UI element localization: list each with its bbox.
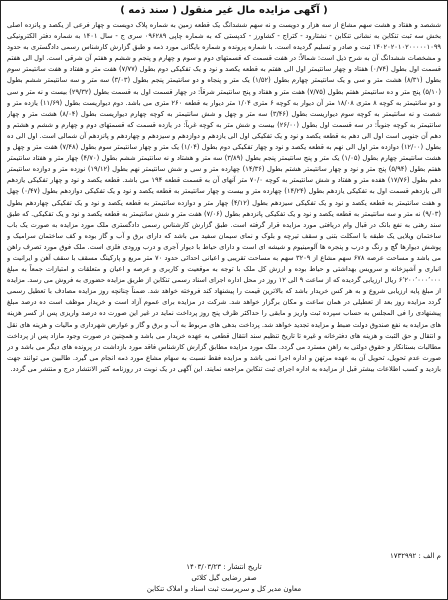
signer-title: معاون مدیر کل و سرپرست ثبت اسناد و املاک تنکابن	[146, 585, 302, 593]
reference-number: م الف : ۱۷۳۲۹۹۲	[389, 552, 441, 560]
publish-date: تاریخ انتشار : ۱۴۰۳/۰۳/۲۳	[186, 563, 262, 571]
notice-footer	[7, 551, 441, 595]
signer-name: صفر رضایی گیل کلائی	[191, 574, 257, 582]
notice-body: ششصد و هفتاد و هشت سهم مشاع از سه هزار و دویست و نه سهم ششدانگ یک قطعه زمین به شماره پلاک دویست و چهار فرعی از یکصد و پانزده اصلی بخش سه ثبت تنکابن به نشانی تنکابن - نشتارود - کتراج - کشاورز - کدپستی که به شماره چاپی ۰۹۶۲۸۹ سری ج - سال ۱۴۰۱ به شماره دفتر الکترونیکی ۱۴۰۲۰۲۰۱۰۲۰۰۰۰۰۱۰۹۹ ثبت و صادر و تسلیم گردیده است. با شماره پرونده و شماره بایگانی مورد ذمه و طبق گزارش کارشناس رسمی دادگستری به حدود و مشخصات ششدانگ آن به شرح ذیل است: شمالاً: در هفت قسمت که قسمتهای دوم و سوم و چهارم و پنجم و ششم و هفتم آن شرقی است. اول الی هفتم قسمت اول بطول (۰/۷۴) هفتاد و چهار سانتیمتر اول الی هفتم به قطعه یکصد و نود و یک تفکیکی دوم بطول (۷/۷۷) هفت متر و هفتاد و هفت سانتیمتر سوم بطول (۸/۳۱) هشت متر و سی و یک سانتیمتر چهارم بطول (۱/۵۲) یک متر و پنجاه و دو سانتیمتر پنجم بطول (۳/۰۳) سه متر و سه سانتیمتر ششم بطول (۵/۱۰) پنج متر و ده سانتیمتر هفتم بطول (۷/۷۵) هفت متر و هفتاد و پنج سانتیمتر شرقاً: در چهار قسمت اول به قسمت بطول (۲۹/۳۲) بیست و نه متر و سی و دو سانتیمتر به کوچه ۸ متری ۱۸/۰۸ متر آن دیوار به کوچه ۶ متری ۱/۰۴ متر دیوار به قطعه ۲۶۰ متری می باشد. دوم دیواریست بطول (۱۱/۶۹) یازده متر و شصت و نه سانتیمتر به کوچه سوم دیواریست بطول (۳/۴۶) سه متر و چهل و شش سانتیمتر به کوچه چهارم دیواریست بطول (۸/۰۴) هشت متر و چهار سانتیمتر به کوچه جنوباً: در سه قسمت اول بطول (۲۶/۰۰) بیست و شش متر به کوچه غرباً: در یازده قسمت که قسمتهای دوم و چهارم و ششم و هشتم و دهم آن جنوبی است اول الی دهم به قطعه یکصد و نود و یک تفکیکی اول الی یازدهم و دوازدهم و سیزدهم و چهاردهم و پانزدهم آن شمالی است. اول الی ده بطول (۱۲/۰۰) دوازده متر اول الی نهم به قطعه یکصد و نود و چهار تفکیکی دوم بطول (۱/۰۴) یک متر و چهار سانتیمتر سوم بطول (۷/۴۸) هفت متر و چهل و هشت سانتیمتر چهارم بطول (۱/۰۵) یک متر و پنج سانتیمتر پنجم بطول (۳/۸۹) سه متر و هشتاد و نه سانتیمتر ششم بطول (۴/۷۰) چهار متر و هفتاد سانتیمتر هفتم بطول (۵/۹۴) پنج متر و نود و چهار سانتیمتر هشتم بطول (۱۴/۳۶) چهارده متر و سی و شش سانتیمتر نهم بطول (۱۹/۱۲) نوزده متر و دوازده سانتیمتر دهم بطول (۱۷/۷۶) هفده متر و هفتاد و شش سانتیمتر به کوچه ۷۰/۰ متر آنهای آن به قسمت قطعه ۱۹۴ می باشد. قطعه یکصد و نود و چهار تفکیکی یازدهم الی یازدهم قسمت اول به تفکیکی یازدهم بطول (۱۴/۲۴) چهارده متر و بیست و چهار سانتیمتر به قطعه یکصد و نود و یک تفکیکی دوازدهم بطول (۰/۴۷) چهل و هفت سانتیمتر به قطعه یکصد و نود و یک تفکیکی سیزدهم بطول (۴/۱۲) چهار متر و دوازده سانتیمتر به قطعه یکصد و نود و یک تفکیکی چهاردهم بطول (۹/۰۳) نه متر و سه سانتیمتر به قطعه یکصد و نود و یک تفکیکی پانزدهم بطول (۷/۰۶) هفت متر و شش سانتیمتر به قطعه یکصد و نود و یک تفکیکی. که طبق سند رهنی به نفع بانک در قبال وام دریافتی مورد مزایده قرار گرفته است. طبق گزارش کارشناس رسمی دادگستری ملک مورد مزایده به صورت یک باب ساختمان ویلایی یک طبقه با اسکلت بتنی و سقف تیرچه و بلوک و نمای سیمان سفید می باشد که دارای برق و آب و گاز بوده و کف ساختمان سرامیک و پوشش دیوارها گچ و رنگ و درب و پنجره ها آلومینیوم و شیشه ای است و دارای حیاط با دیوار آجری و درب ورودی فلزی است. ملک فوق مورد تصرف راهن می باشد و مساحت عرصه ۶۷۸ سهم مشاع از ۳۲۰۹ سهم به مساحت تقریبی و اعیانی احداثی حدود ۷۰ متر مربع و پارکینگ مسقف با سقف آهن و ایرانیت و انباری و آشپزخانه و سرویس بهداشتی و حیاط بوده و ارزش کل ملک با توجه به موقعیت و کاربری و عرصه و اعیان و متعلقات و امتیازات جمعاً به مبلغ ۶٬۲۰۰٬۰۰۰٬۰۰۰ ریال ارزیابی گردیده که از ساعت ۹ الی ۱۲ روز در محل اداره اجرای اسناد رسمی تنکابن از طریق مزایده حضوری به فروش می رسد. مزایده از مبلغ پایه ارزیابی شروع و به هر کس خریدار باشد که بالاترین قیمت را پیشنهاد کند فروخته خواهد شد. ضمناً چنانچه روز مزایده مصادف با تعطیل رسمی گردد مزایده روز بعد از تعطیلی در همان ساعت و مکان برگزار خواهد شد. شرکت در مزایده برای عموم آزاد است و خریدار موظف است ده درصد مبلغ پیشنهادی را فی المجلس به حساب سپرده ثبت واریز و مابقی را حداکثر ظرف پنج روز پرداخت نماید در غیر این صورت ده درصد واریزی پس از کسر هزینه های مزایده به نفع صندوق دولت ضبط و مزایده تجدید خواهد شد. پرداخت بدهی های مربوط به آب و برق و گاز و عوارض شهرداری و مالیات و هزینه های نقل و انتقال و حق الثبت و هزینه های دفترخانه و غیره تا تاریخ تنظیم سند انتقال قطعی به عهده خریدار می باشد و همچنین در صورت وجود مازاد پس از پرداخت مطالبات بستانکار و حقوق دولتی به راهن مسترد می گردد. ملک مورد مزایده مطابق گزارش کارشناس فاقد مورد بازداشت در پرونده های دیگر می باشد و در صورت عدم تحویل، تحویل آن به عهده مرتهن و اداره اجرا نمی باشد و مزایده فقط نسبت به سهام مشاع مورد ذمه انجام می گیرد. طالبین می توانند جهت بازدید و کسب اطلاعات بیشتر قبل از مزایده به اداره اجرای ثبت تنکابن مراجعه نمایند. این آگهی در یک نوبت در روزنامه کثیر الانتشار درج و منتشر می گردد.	[7, 21, 441, 373]
notice-title: ( آگهی مزایده مال غیر منقول ( سند ذمه )	[120, 5, 328, 16]
